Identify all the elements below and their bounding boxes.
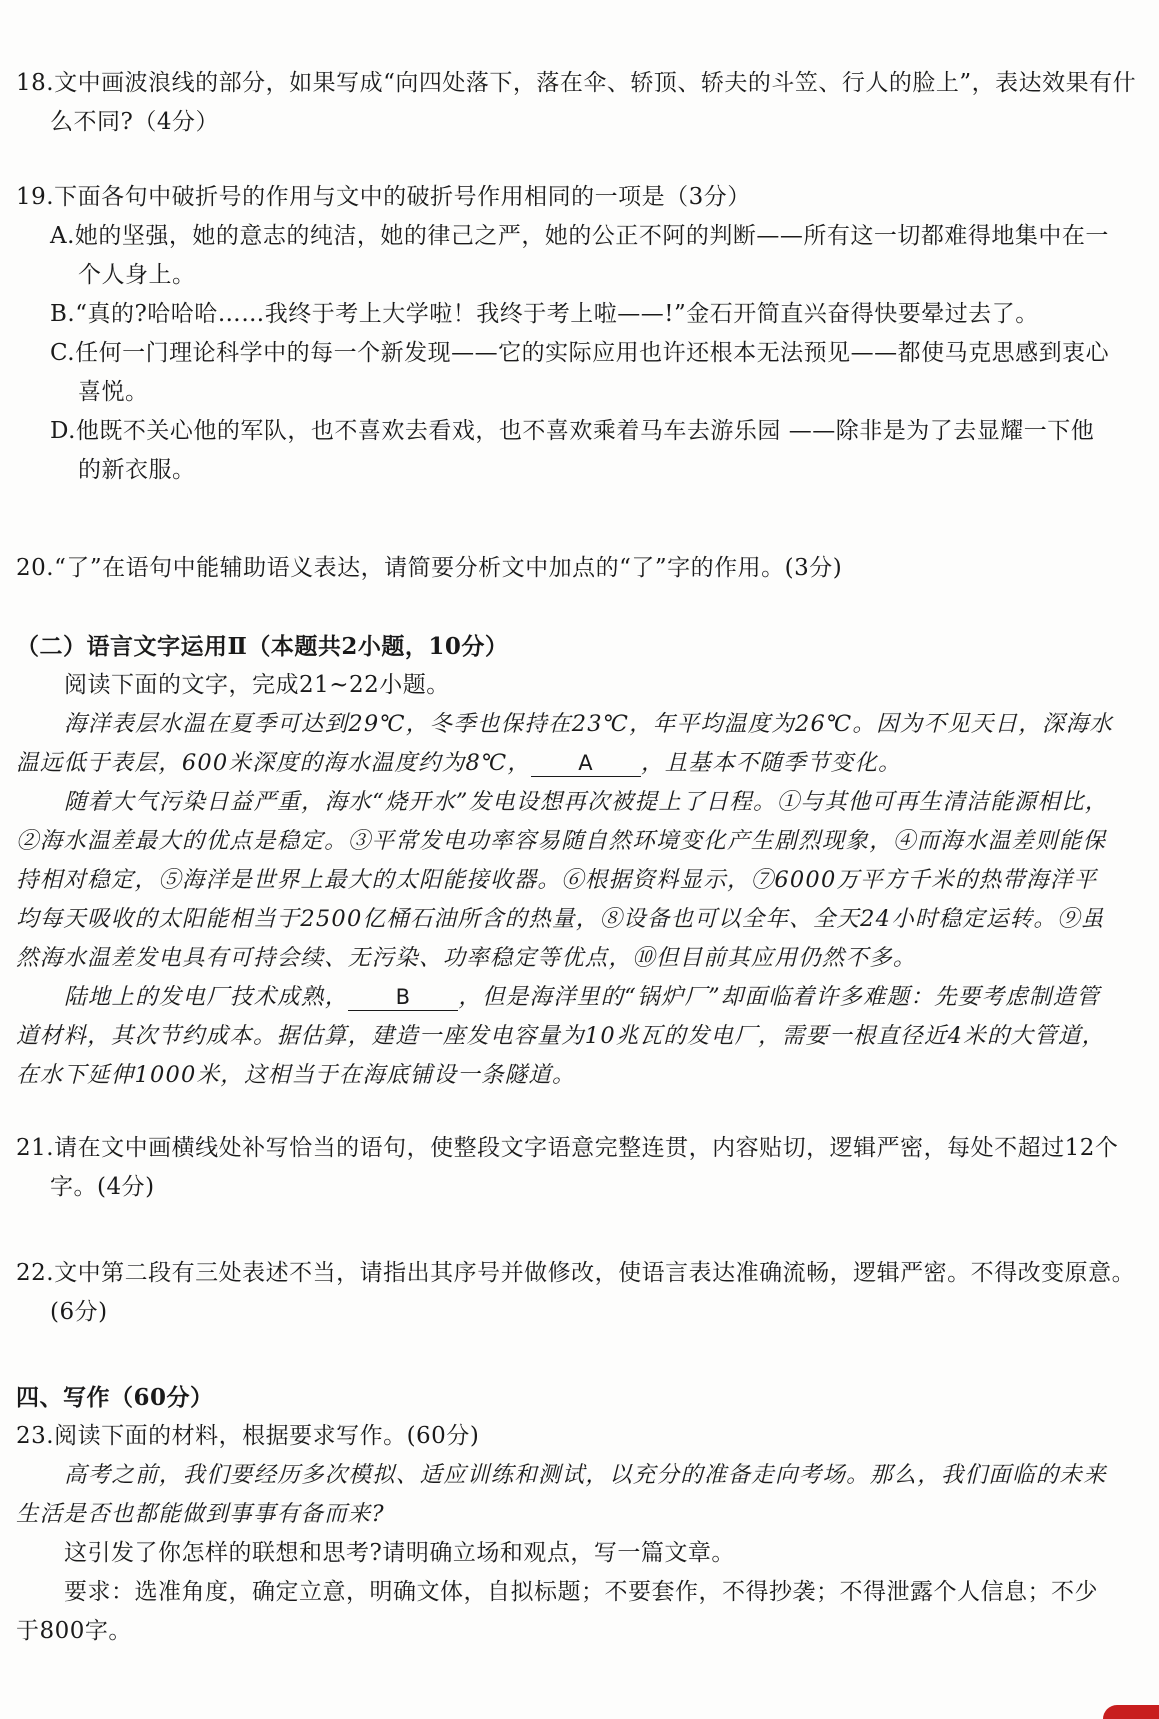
section-2 bbox=[16, 627, 1116, 1095]
question-22 bbox=[16, 1254, 1150, 1332]
passage-paragraph-3 bbox=[16, 978, 1116, 1095]
question-20-text: 20.“了”在语句中能辅助语义表达，请简要分析文中加点的“了”字的作用。(3分) bbox=[16, 555, 843, 581]
blank-a: A bbox=[531, 750, 641, 777]
question-19-option-d: D.他既不关心他的军队，也不喜欢去看戏，也不喜欢乘着马车去游乐园 ——除非是为了去显耀一下他的新衣服。 bbox=[50, 418, 1095, 483]
section-2-heading: （二）语言文字运用Ⅱ（本题共2小题，10分） bbox=[16, 633, 509, 660]
writing-material: 高考之前，我们要经历多次模拟、适应训练和测试，以充分的准备走向考场。那么，我们面临的未来生活是否也都能做到事事有备而来? bbox=[16, 1462, 1107, 1527]
section-4 bbox=[16, 1378, 1116, 1651]
question-19-option-a: A.她的坚强，她的意志的纯洁，她的律己之严，她的公正不阿的判断——所有这一切都难得地集中在一个人身上。 bbox=[50, 223, 1109, 288]
passage-1-text-before: 海洋表层水温在夏季可达到29℃，冬季也保持在23℃，年平均温度为26℃。因为不见天日，深海水温远低于表层，600米深度的海水温度约为8℃， bbox=[16, 711, 1114, 776]
writing-prompt: 这引发了你怎样的联想和思考?请明确立场和观点，写一篇文章。 bbox=[64, 1540, 735, 1566]
writing-requirements: 要求：选准角度，确定立意，明确文体，自拟标题；不要套作，不得抄袭；不得泄露个人信息；不少于800字。 bbox=[16, 1579, 1098, 1644]
question-19-option-b: B.“真的?哈哈哈……我终于考上大学啦！我终于考上啦——!”金石开简直兴奋得快要晕过去了。 bbox=[50, 301, 1039, 327]
section-4-heading: 四、写作（60分） bbox=[16, 1384, 214, 1411]
blank-b: B bbox=[348, 984, 458, 1011]
question-20 bbox=[16, 549, 1150, 588]
question-21 bbox=[16, 1129, 1150, 1207]
passage-paragraph-2: 随着大气污染日益严重，海水“烧开水”发电设想再次被提上了日程。①与其他可再生清洁能源相比，②海水温差最大的优点是稳定。③平常发电功率容易随自然环境变化产生剧烈现象，④而海水温差则能保持相对稳定，⑤海洋是世界上最大的太阳能接收器。⑥根据资料显示，⑦6000万平方千米的热带海洋平均每天吸收的太阳能相当于2500亿桶石油所含的热量，⑧设备也可以全年、全天24小时稳定运转。⑨虽然海水温差发电具有可持会续、无污染、功率稳定等优点，⑩但目前其应用仍然不多。 bbox=[16, 789, 1109, 971]
passage-paragraph-1 bbox=[16, 705, 1116, 783]
passage-3-text-before: 陆地上的发电厂技术成熟， bbox=[64, 984, 349, 1010]
passage-1-text-after: ，且基本不随季节变化。 bbox=[641, 750, 902, 776]
question-18-text: 18.文中画波浪线的部分，如果写成“向四处落下，落在伞、轿顶、轿夫的斗笠、行人的脸上”，表达效果有什么不同?（4分） bbox=[16, 70, 1137, 135]
question-18 bbox=[16, 64, 1150, 142]
question-22-text: 22.文中第二段有三处表述不当，请指出其序号并做修改，使语言表达准确流畅，逻辑严密。不得改变原意。(6分) bbox=[16, 1260, 1136, 1325]
section-2-intro: 阅读下面的文字，完成21~22小题。 bbox=[64, 672, 450, 698]
question-19 bbox=[16, 178, 1116, 490]
question-19-stem: 19.下面各句中破折号的作用与文中的破折号作用相同的一项是（3分） bbox=[16, 184, 751, 210]
question-21-text: 21.请在文中画横线处补写恰当的语句，使整段文字语意完整连贯，内容贴切，逻辑严密，每处不超过12个字。(4分) bbox=[16, 1135, 1119, 1200]
passage-3-text-after: ，但是海洋里的“锅炉厂”却面临着许多难题：先要考虑制造管道材料，其次节约成本。据估算，建造一座发电容量为10兆瓦的发电厂，需要一根直径近4米的大管道，在水下延伸1000米，这相当于在海底铺设一条隧道。 bbox=[16, 984, 1106, 1088]
corner-red-mark bbox=[1103, 1705, 1159, 1719]
question-23: 23.阅读下面的材料，根据要求写作。(60分) bbox=[16, 1423, 480, 1449]
question-19-option-c: C.任何一门理论科学中的每一个新发现——它的实际应用也许还根本无法预见——都使马克思感到衷心喜悦。 bbox=[50, 340, 1110, 405]
